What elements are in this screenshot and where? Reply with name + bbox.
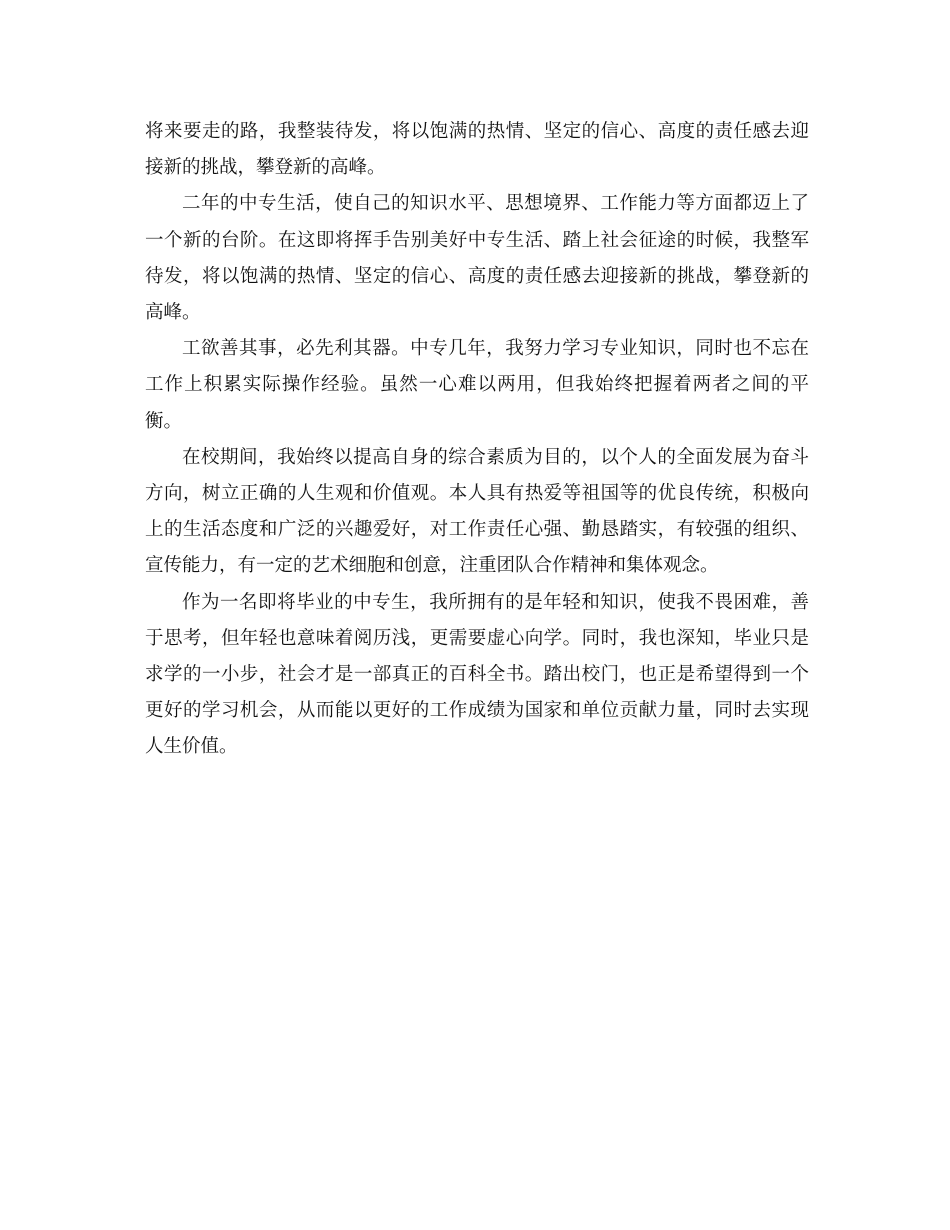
paragraph-school-period: 在校期间，我始终以提高自身的综合素质为目的，以个人的全面发展为奋斗方向，树立正确的人生观和价值观。本人具有热爱等祖国等的优良传统，积极向上的生活态度和广泛的兴趣爱好，对工作责任心强、勤恳踏实，有较强的组织、宣传能力，有一定的艺术细胞和创意，注重团队合作精神和集体观念。: [145, 446, 809, 577]
document-body: [145, 114, 809, 766]
paragraph-two-years: 二年的中专生活，使自己的知识水平、思想境界、工作能力等方面都迈上了一个新的台阶。在这即将挥手告别美好中专生活、踏上社会征途的时候，我整军待发，将以饱满的热情、坚定的信心、高度的责任感去迎接新的挑战，攀登新的高峰。: [145, 193, 809, 324]
paragraph-continued: 将来要走的路，我整装待发，将以饱满的热情、坚定的信心、高度的责任感去迎接新的挑战，攀登新的高峰。: [145, 121, 809, 179]
paragraph-graduate: 作为一名即将毕业的中专生，我所拥有的是年轻和知识，使我不畏困难，善于思考，但年轻也意味着阅历浅，更需要虚心向学。同时，我也深知，毕业只是求学的一小步，社会才是一部真正的百科全书。踏出校门，也正是希望得到一个更好的学习机会，从而能以更好的工作成绩为国家和单位贡献力量，同时去实现人生价值。: [145, 591, 809, 758]
paragraph-tools: 工欲善其事，必先利其器。中专几年，我努力学习专业知识，同时也不忘在工作上积累实际操作经验。虽然一心难以两用，但我始终把握着两者之间的平衡。: [145, 338, 809, 432]
